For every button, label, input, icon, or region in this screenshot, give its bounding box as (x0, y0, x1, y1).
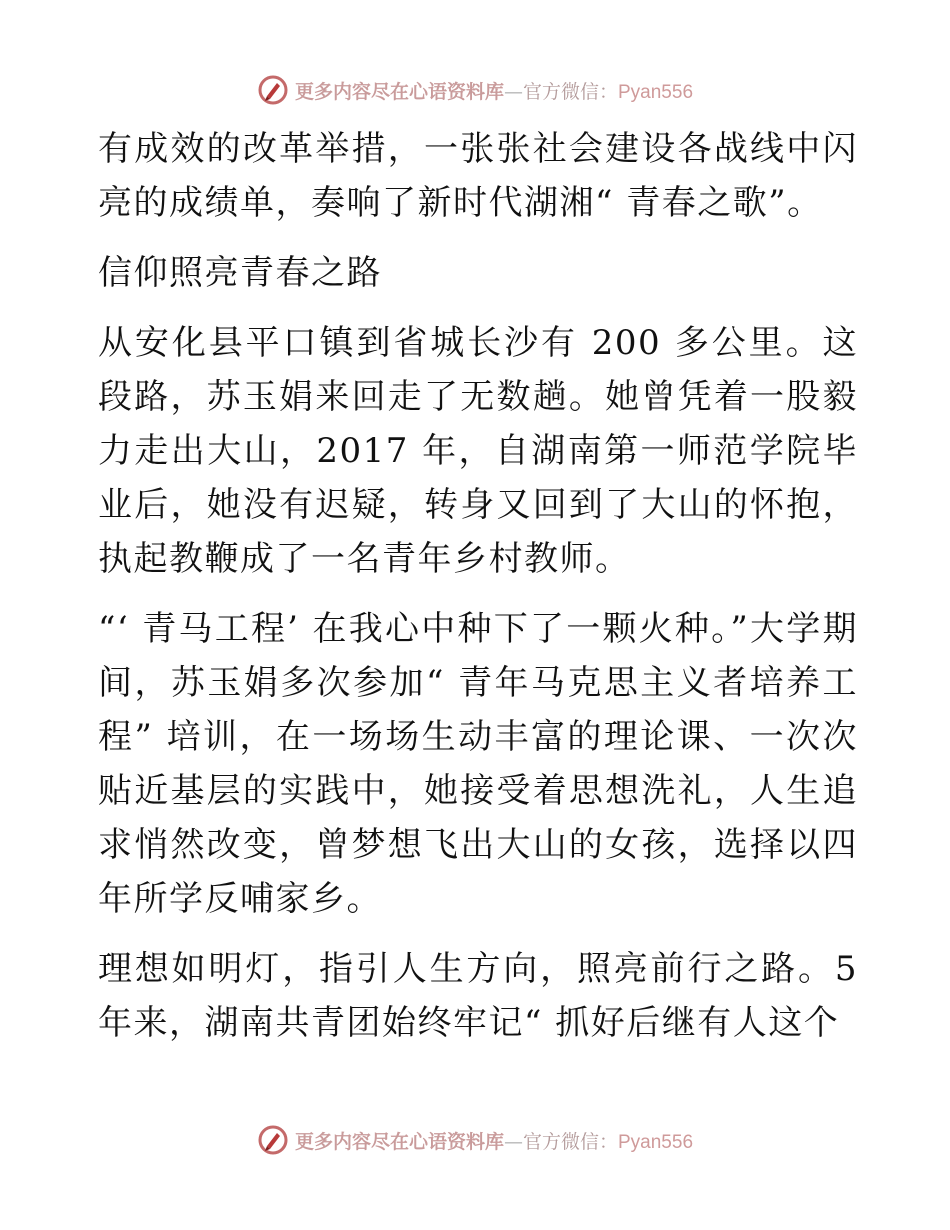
watermark-text (295, 77, 693, 104)
paragraph: 从安化县平口镇到省城长沙有 200 多公里。这段路，苏玉娟来回走了无数趟。她曾凭着一股毅力走出大山，2017 年，自湖南第一师范学院毕业后，她没有迟疑，转身又回到了大山的怀抱，执起教鞭成了一名青年乡村教师。 (98, 323, 858, 579)
watermark-text (295, 1127, 693, 1154)
document-body (98, 122, 858, 1066)
section-heading: 信仰照亮青春之路 (98, 253, 382, 293)
paragraph: 有成效的改革举措，一张张社会建设各战线中闪亮的成绩单，奏响了新时代湖湘“ 青春之歌”。 (98, 129, 858, 223)
header-watermark (0, 70, 950, 110)
pen-logo-icon (257, 1124, 289, 1156)
watermark-brand: 更多内容尽在心语资料库 (294, 1130, 504, 1153)
watermark-brand: 更多内容尽在心语资料库 (294, 80, 504, 103)
watermark-dash: — (503, 1130, 523, 1153)
watermark-wechat-label: 官方微信： (522, 1130, 618, 1153)
paragraph: 理想如明灯，指引人生方向，照亮前行之路。5年来，湖南共青团始终牢记“ 抓好后继有人这个 (98, 949, 858, 1043)
paragraph: “‘ 青马工程’ 在我心中种下了一颗火种。”大学期间，苏玉娟多次参加“ 青年马克思主义者培养工程” 培训，在一场场生动丰富的理论课、一次次贴近基层的实践中，她接受着思想洗礼，人生追求悄然改变，曾梦想飞出大山的女孩，选择以四年所学反哺家乡。 (98, 609, 858, 919)
footer-watermark (0, 1120, 950, 1160)
watermark-wechat-id: Pyan556 (618, 81, 694, 103)
watermark-wechat-id: Pyan556 (618, 1131, 694, 1153)
pen-logo-icon (257, 74, 289, 106)
watermark-wechat-label: 官方微信： (522, 80, 618, 103)
watermark-dash: — (503, 80, 523, 103)
